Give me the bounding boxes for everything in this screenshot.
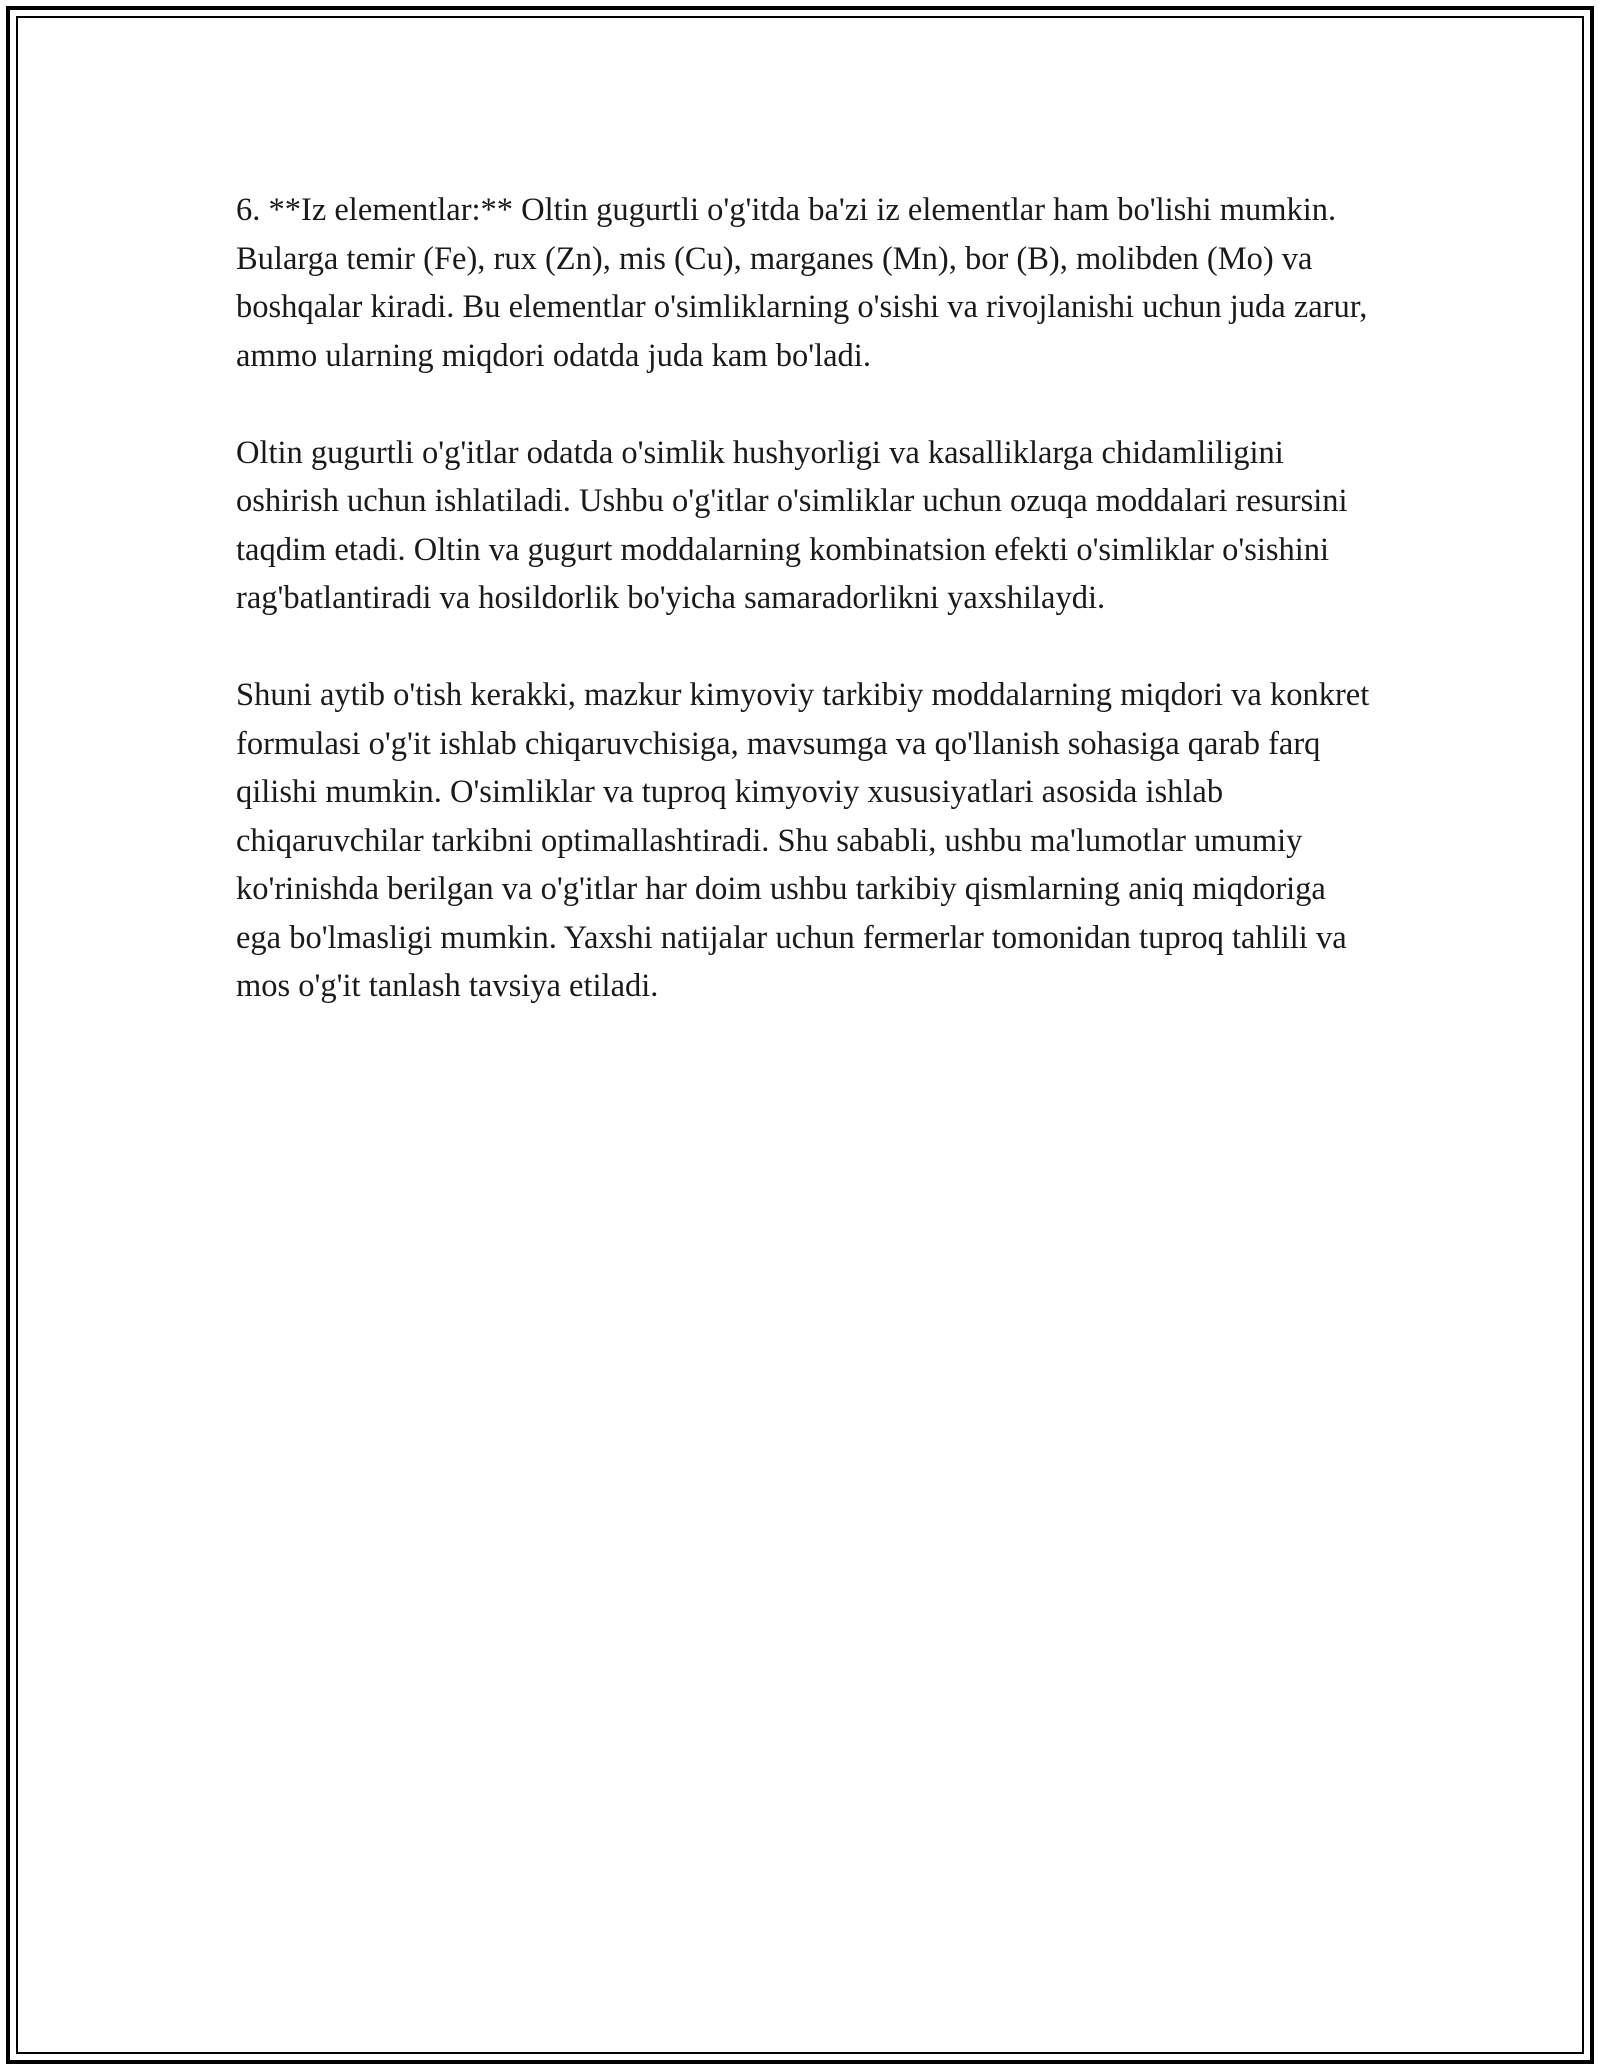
paragraph-composition-note: Shuni aytib o'tish kerakki, mazkur kimyoviy tarkibiy moddalarning miqdori va konkret formulasi o'g'it ishlab chiqaruvchisiga, mavsumga va qo'llanish sohasiga qarab farq qilishi mumkin. O'simliklar va tuproq kimyoviy xususiyatlari asosida ishlab chiqaruvchilar tarkibni optimallashtiradi. Shu sababli, ushbu ma'lumotlar umumiy ko'rinishda berilgan va o'g'itlar har doim ushbu tarkibiy qismlarning aniq miqdoriga ega bo'lmasligi mumkin. Yaxshi natijalar uchun fermerlar tomonidan tuproq tahlili va mos o'g'it tanlash tavsiya etiladi.: [236, 677, 1370, 1004]
document-body: [236, 186, 1376, 1011]
paragraph-fertilizer-usage: Oltin gugurtli o'g'itlar odatda o'simlik hushyorligi va kasalliklarga chidamliligini oshirish uchun ishlatiladi. Ushbu o'g'itlar o'simliklar uchun ozuqa moddalari resursini taqdim etadi. Oltin va gugurt moddalarning kombinatsion efekti o'simliklar o'sishini rag'batlantiradi va hosildorlik bo'yicha samaradorlikni yaxshilaydi.: [236, 434, 1348, 616]
paragraph-trace-elements: 6. **Iz elementlar:** Oltin gugurtli o'g'itda ba'zi iz elementlar ham bo'lishi mumkin. Bularga temir (Fe), rux (Zn), mis (Cu), marganes (Mn), bor (B), molibden (Mo) va boshqalar kiradi. Bu elementlar o'simliklarning o'sishi va rivojlanishi uchun juda zarur, ammo ularning miqdori odatda juda kam bo'ladi.: [236, 192, 1368, 374]
